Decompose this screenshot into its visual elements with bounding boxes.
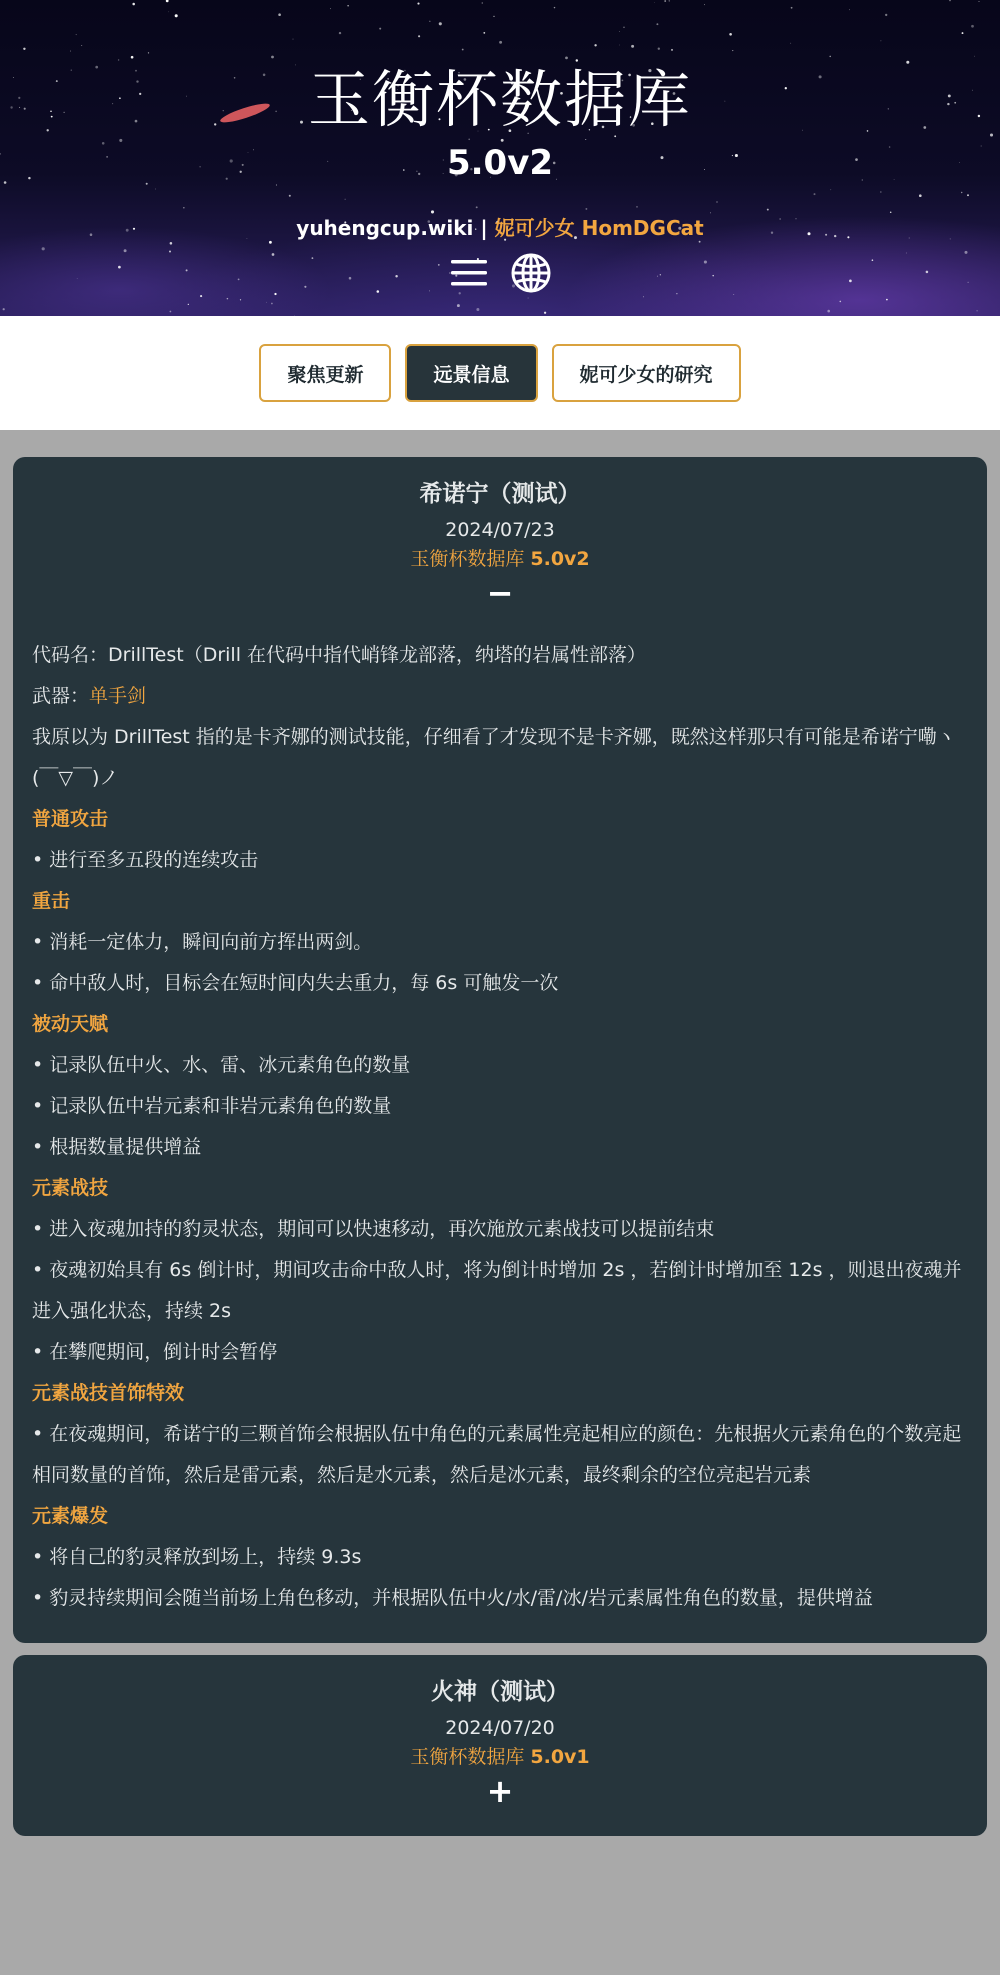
list-item: • 将自己的豹灵释放到场上，持续 9.3s	[32, 1546, 362, 1568]
expand-toggle[interactable]: +	[486, 1772, 514, 1810]
section-heading: 元素爆发	[32, 1505, 109, 1527]
credit-separator: |	[473, 216, 495, 240]
codename-line: 代码名：DrillTest（Drill 在代码中指代峭锋龙部落，纳塔的岩属性部落）	[32, 644, 647, 666]
tab-research[interactable]: 妮可少女的研究	[552, 344, 741, 402]
weapon-label: 武器：	[32, 685, 90, 707]
card-date: 2024/07/23	[445, 519, 555, 541]
header-icon-bar	[0, 252, 1000, 294]
card-title: 火神（测试）	[431, 1679, 569, 1705]
weapon-line	[32, 676, 968, 717]
list-item: • 夜魂初始具有 6s 倒计时，期间攻击命中敌人时，将为倒计时增加 2s ，若倒计时增加至 12s ，则退出夜魂并进入强化状态，持续 2s	[32, 1259, 962, 1322]
list-item: • 记录队伍中岩元素和非岩元素角色的数量	[32, 1095, 392, 1117]
list-item: • 消耗一定体力，瞬间向前方挥出两剑。	[32, 931, 373, 953]
tab-bar	[0, 316, 1000, 430]
card-source	[13, 545, 987, 573]
note-paragraph: 我原以为 DrillTest 指的是卡齐娜的测试技能，仔细看了才发现不是卡齐娜，既然这样那只有可能是希诺宁嘞ヽ(￣▽￣)ノ	[32, 726, 956, 789]
list-item: • 根据数量提供增益	[32, 1136, 202, 1158]
info-card-collapsed	[13, 1655, 987, 1836]
tab-focus-updates[interactable]: 聚焦更新	[259, 344, 391, 402]
site-credits	[0, 212, 1000, 241]
author-link[interactable]: 妮可少女 HomDGCat	[494, 216, 704, 240]
site-version: 5.0v2	[446, 143, 554, 183]
card-source-version: 5.0v2	[530, 548, 590, 570]
list-item: • 命中敌人时，目标会在短时间内失去重力，每 6s 可触发一次	[32, 972, 559, 994]
list-item: • 记录队伍中火、水、雷、冰元素角色的数量	[32, 1054, 411, 1076]
site-title: 玉衡杯数据库	[307, 63, 692, 136]
menu-icon[interactable]	[448, 252, 490, 294]
list-item: • 豹灵持续期间会随当前场上角色移动，并根据队伍中火/水/雷/冰/岩元素属性角色的数量，提供增益	[32, 1587, 873, 1609]
list-item: • 在攀爬期间，倒计时会暂停	[32, 1341, 278, 1363]
card-source-name: 玉衡杯数据库	[410, 1746, 531, 1768]
section-heading: 元素战技	[32, 1177, 109, 1199]
card-date: 2024/07/20	[445, 1717, 555, 1739]
list-item: • 进行至多五段的连续攻击	[32, 849, 259, 871]
card-header	[13, 1655, 987, 1811]
globe-icon[interactable]	[510, 252, 552, 294]
list-item: • 在夜魂期间，希诺宁的三颗首饰会根据队伍中角色的元素属性亮起相应的颜色：先根据火元素角色的个数亮起相同数量的首饰，然后是雷元素，然后是水元素，然后是冰元素，最终剩余的空位亮起岩元素	[32, 1423, 962, 1486]
site-domain-link[interactable]: yuhengcup.wiki	[296, 216, 474, 240]
card-source-version: 5.0v1	[530, 1746, 590, 1768]
collapse-toggle[interactable]: −	[486, 574, 514, 612]
section-heading: 重击	[32, 890, 71, 912]
tab-outlook-info[interactable]: 远景信息	[405, 344, 537, 402]
list-item: • 进入夜魂加持的豹灵状态，期间可以快速移动，再次施放元素战技可以提前结束	[32, 1218, 715, 1240]
weapon-value: 单手剑	[89, 685, 147, 707]
card-source	[13, 1743, 987, 1771]
site-header	[0, 0, 1000, 316]
section-heading: 元素战技首饰特效	[32, 1382, 185, 1404]
section-heading: 普通攻击	[32, 808, 109, 830]
card-body	[13, 613, 987, 1643]
card-title: 希诺宁（测试）	[419, 481, 581, 507]
card-header	[13, 457, 987, 613]
card-source-name: 玉衡杯数据库	[410, 548, 531, 570]
content-area	[0, 430, 1000, 1836]
info-card-expanded	[13, 457, 987, 1643]
section-heading: 被动天赋	[32, 1013, 109, 1035]
